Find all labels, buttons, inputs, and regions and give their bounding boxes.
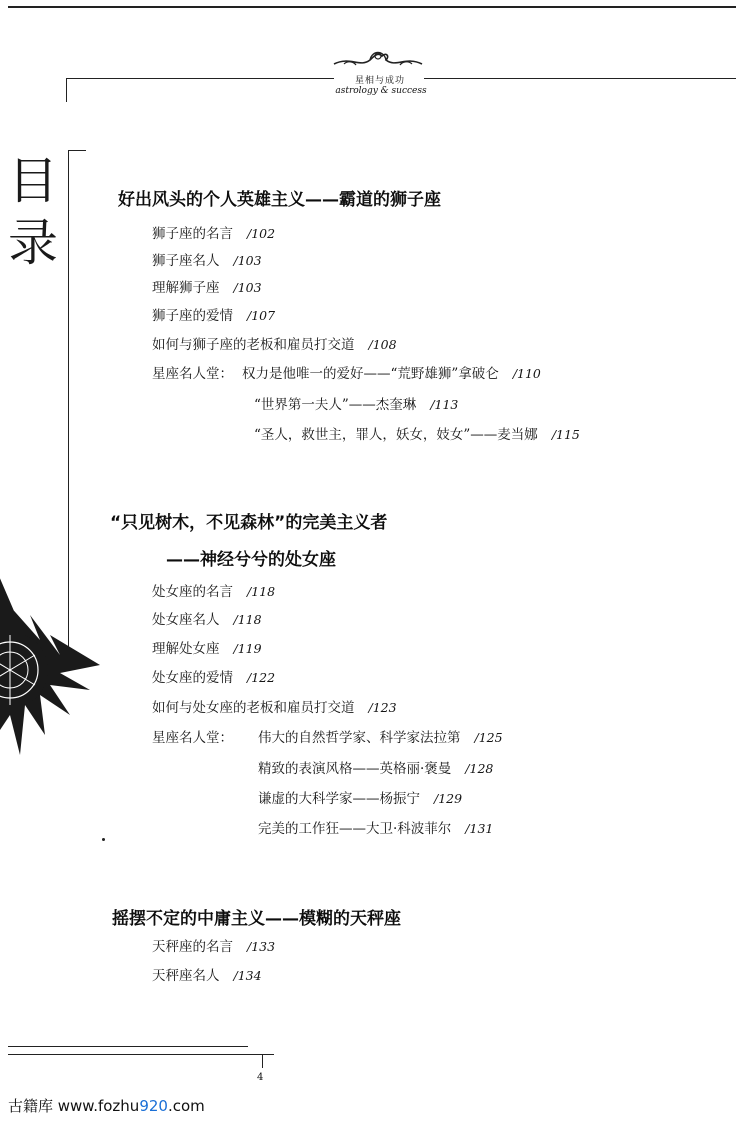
bottom-rule-1 [8, 1046, 248, 1047]
footer-site-prefix: 古籍库 www.fozhu [8, 1097, 140, 1115]
toc-entry[interactable] [258, 817, 493, 837]
toc-entry[interactable] [152, 222, 275, 242]
toc-entry-text: “世界第一夫人”——杰奎琳 [254, 397, 417, 413]
content-frame-tick [68, 150, 86, 151]
section-title-libra: 摇摆不定的中庸主义——模糊的天秤座 [112, 909, 401, 929]
toc-entry-page: /110 [512, 366, 541, 381]
toc-entry-text: 处女座的爱情 [152, 670, 233, 686]
header-rule-left [66, 78, 334, 79]
toc-entry[interactable] [258, 726, 503, 746]
toc-entry-text: “圣人，救世主，罪人，妖女，妓女”——麦当娜 [254, 427, 538, 443]
toc-entry[interactable] [152, 304, 275, 324]
toc-entry-text: 伟大的自然哲学家、科学家法拉第 [258, 730, 461, 746]
footer-site-suffix: .com [167, 1097, 205, 1115]
toc-entry-text: 处女座名人 [152, 612, 220, 628]
section-title-virgo: “只见树木，不见森林”的完美主义者 [110, 513, 388, 533]
toc-entry[interactable] [258, 757, 493, 777]
toc-entry-text: 理解狮子座 [152, 280, 220, 296]
toc-entry-page: /131 [465, 821, 494, 836]
toc-entry-text: 狮子座的名言 [152, 226, 233, 242]
toc-entry-page: /129 [434, 791, 463, 806]
toc-entry[interactable] [152, 666, 275, 686]
toc-entry[interactable] [254, 423, 580, 443]
toc-entry-page: /118 [247, 584, 276, 599]
toc-entry-text: 精致的表演风格——英格丽·褒曼 [258, 761, 452, 777]
toc-entry[interactable] [152, 696, 397, 716]
toc-entry-page: /107 [247, 308, 276, 323]
toc-entry-page: /125 [474, 730, 503, 745]
toc-entry[interactable] [152, 580, 275, 600]
toc-entry-text: 权力是他唯一的爱好——“荒野雄狮”拿破仑 [242, 366, 499, 382]
toc-entry-text: 如何与狮子座的老板和雇员打交道 [152, 337, 355, 353]
contents-title-char-1: 目 [8, 152, 58, 210]
section-title-leo: 好出风头的个人英雄主义——霸道的狮子座 [118, 190, 441, 210]
toc-entry[interactable] [152, 608, 262, 628]
toc-entry[interactable] [152, 276, 262, 296]
page-number-tick [262, 1054, 263, 1068]
toc-entry-text: 如何与处女座的老板和雇员打交道 [152, 700, 355, 716]
toc-entry[interactable] [152, 333, 397, 353]
toc-entry-page: /118 [233, 612, 262, 627]
toc-entry-page: /123 [368, 700, 397, 715]
toc-entry-text: 处女座的名言 [152, 584, 233, 600]
toc-entry[interactable] [152, 637, 262, 657]
toc-entry[interactable] [258, 787, 462, 807]
header-frame-left [66, 78, 67, 102]
toc-entry-page: /108 [368, 337, 397, 352]
hall-of-fame-label: 星座名人堂： [152, 366, 233, 382]
header-title-en: astrology & success [335, 86, 427, 96]
toc-entry-text: 狮子座的爱情 [152, 308, 233, 324]
toc-entry-page: /133 [247, 939, 276, 954]
toc-entry-page: /122 [247, 670, 276, 685]
toc-entry-text: 谦虚的大科学家——杨振宁 [258, 791, 420, 807]
toc-entry[interactable] [152, 249, 262, 269]
bottom-rule-2 [8, 1054, 274, 1055]
toc-entry-text: 狮子座名人 [152, 253, 220, 269]
toc-entry-text: 完美的工作狂——大卫·科波菲尔 [258, 821, 452, 837]
toc-entry-page: /134 [233, 968, 262, 983]
header-rule-right [424, 78, 736, 79]
toc-entry-page: /103 [233, 280, 262, 295]
toc-entry[interactable] [152, 935, 275, 955]
contents-title [8, 150, 66, 274]
contents-title-char-2: 录 [8, 214, 58, 272]
starburst-decoration-icon [0, 555, 110, 765]
toc-entry-text: 理解处女座 [152, 641, 220, 657]
toc-entry[interactable] [254, 393, 458, 413]
section-title-virgo-line2: ——神经兮兮的处女座 [166, 550, 336, 570]
toc-entry-page: /103 [233, 253, 262, 268]
toc-entry-page: /115 [551, 427, 580, 442]
toc-entry-page: /128 [465, 761, 494, 776]
toc-entry[interactable] [152, 964, 262, 984]
toc-entry-text: 天秤座的名言 [152, 939, 233, 955]
page-number: 4 [257, 1072, 264, 1083]
top-rule [8, 6, 736, 8]
footer-site-watermark [8, 1095, 205, 1116]
header-ornament-icon [330, 46, 426, 72]
hall-of-fame-label: 星座名人堂： [152, 730, 233, 746]
toc-entry-page: /113 [430, 397, 459, 412]
stray-dot [102, 838, 105, 841]
header-title-cn: 星相与成功 [354, 76, 405, 86]
toc-entry-text: 天秤座名人 [152, 968, 220, 984]
footer-site-number: 920 [139, 1097, 168, 1115]
toc-entry[interactable] [242, 362, 541, 382]
toc-entry-page: /102 [247, 226, 276, 241]
toc-entry-page: /119 [233, 641, 262, 656]
